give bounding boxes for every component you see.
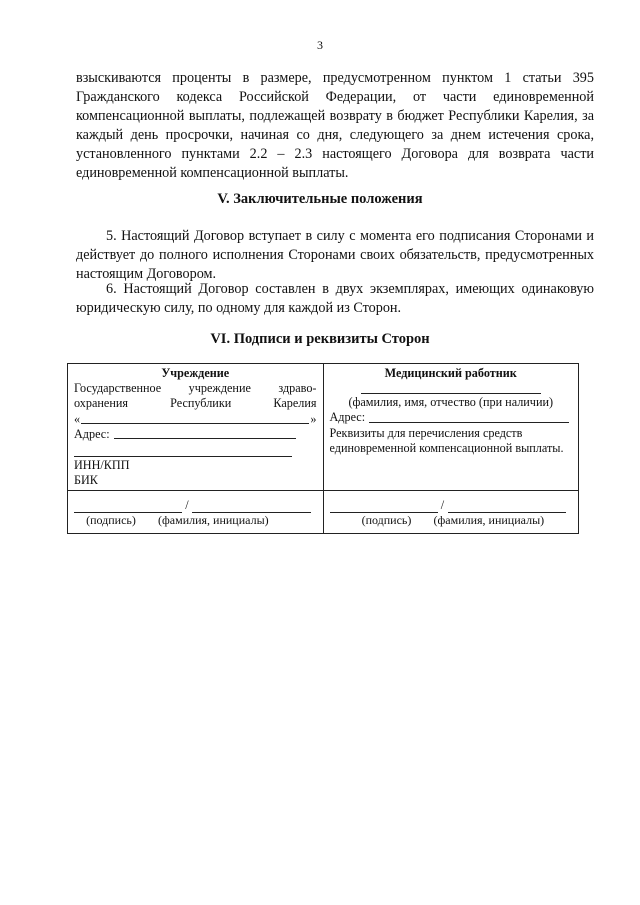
name-initials-caption: (фамилия, инициалы) (158, 513, 269, 528)
bik-label: БИК (74, 473, 98, 488)
clause-5: 5. Настоящий Договор вступает в силу с момента его подписания Сторонами и действует до полного исполнения Сторонами своих обязательств, предусмотренных настоящим Договором. (76, 228, 594, 283)
section-5-heading: V. Заключительные положения (217, 191, 423, 207)
slash: / (185, 498, 189, 513)
slash: / (440, 498, 445, 513)
institution-name-line2: охранения Республики Карелия (74, 396, 317, 411)
sign-caption: (подпись) (361, 513, 412, 528)
institution-title: Учреждение (161, 366, 230, 380)
institution-address-label: Адрес: (74, 426, 110, 441)
requisites-row (68, 364, 579, 491)
quote-close: » (310, 411, 317, 426)
institution-address-field (74, 427, 317, 442)
paragraph-continued: взыскиваются проценты в размере, предусмотренном пунктом 1 статьи 395 Гражданского кодекса Российской Федерации, от части единовременной компенсационной выплаты, подлежащей возврату в бюджет Республики Карелия, за каждый день просрочки, начиная со дня, следующего за днем истечения срока, установленного пунктами 2.2 – 2.3 настоящего Договора для возврата части единовременной компенсационной выплаты. (76, 70, 594, 182)
worker-signature-cell (323, 491, 579, 533)
requisites-table (67, 363, 579, 534)
medical-worker-title: Медицинский работник (384, 366, 517, 380)
institution-signature-cell (68, 491, 324, 533)
institution-cell (68, 364, 324, 491)
institution-address-blank (114, 437, 296, 439)
requisites-text: Реквизиты для перечисления средств единовременной компенсационной выплаты. (329, 425, 564, 455)
sign-caption: (подпись) (86, 513, 136, 528)
worker-address-field (330, 410, 573, 425)
section-6-heading: VI. Подписи и реквизиты Сторон (210, 331, 430, 347)
worker-address-label: Адрес: (329, 410, 366, 425)
institution-name-field (74, 412, 317, 427)
medical-worker-cell (323, 364, 579, 491)
institution-name-blank (81, 422, 309, 424)
worker-signature-captions (350, 513, 573, 528)
institution-name-line1: Государственное учреждение здраво- (74, 381, 317, 396)
page-number: 3 (317, 38, 323, 52)
institution-signature-line (74, 499, 317, 513)
quote-open: « (74, 411, 81, 426)
inn-kpp-label: ИНН/КПП (74, 458, 130, 473)
institution-signature-captions (74, 513, 317, 528)
worker-signature-line (330, 499, 573, 513)
signature-row (68, 491, 579, 533)
fio-caption: (фамилия, имя, отчество (при наличии) (348, 395, 554, 410)
institution-address-blank-2 (74, 442, 292, 457)
name-initials-caption: (фамилия, инициалы) (433, 513, 545, 528)
clause-6: 6. Настоящий Договор составлен в двух экземплярах, имеющих одинаковую юридическую силу, по одному для каждой из Сторон. (76, 281, 594, 317)
fio-blank (361, 381, 541, 394)
worker-address-blank (369, 421, 569, 423)
